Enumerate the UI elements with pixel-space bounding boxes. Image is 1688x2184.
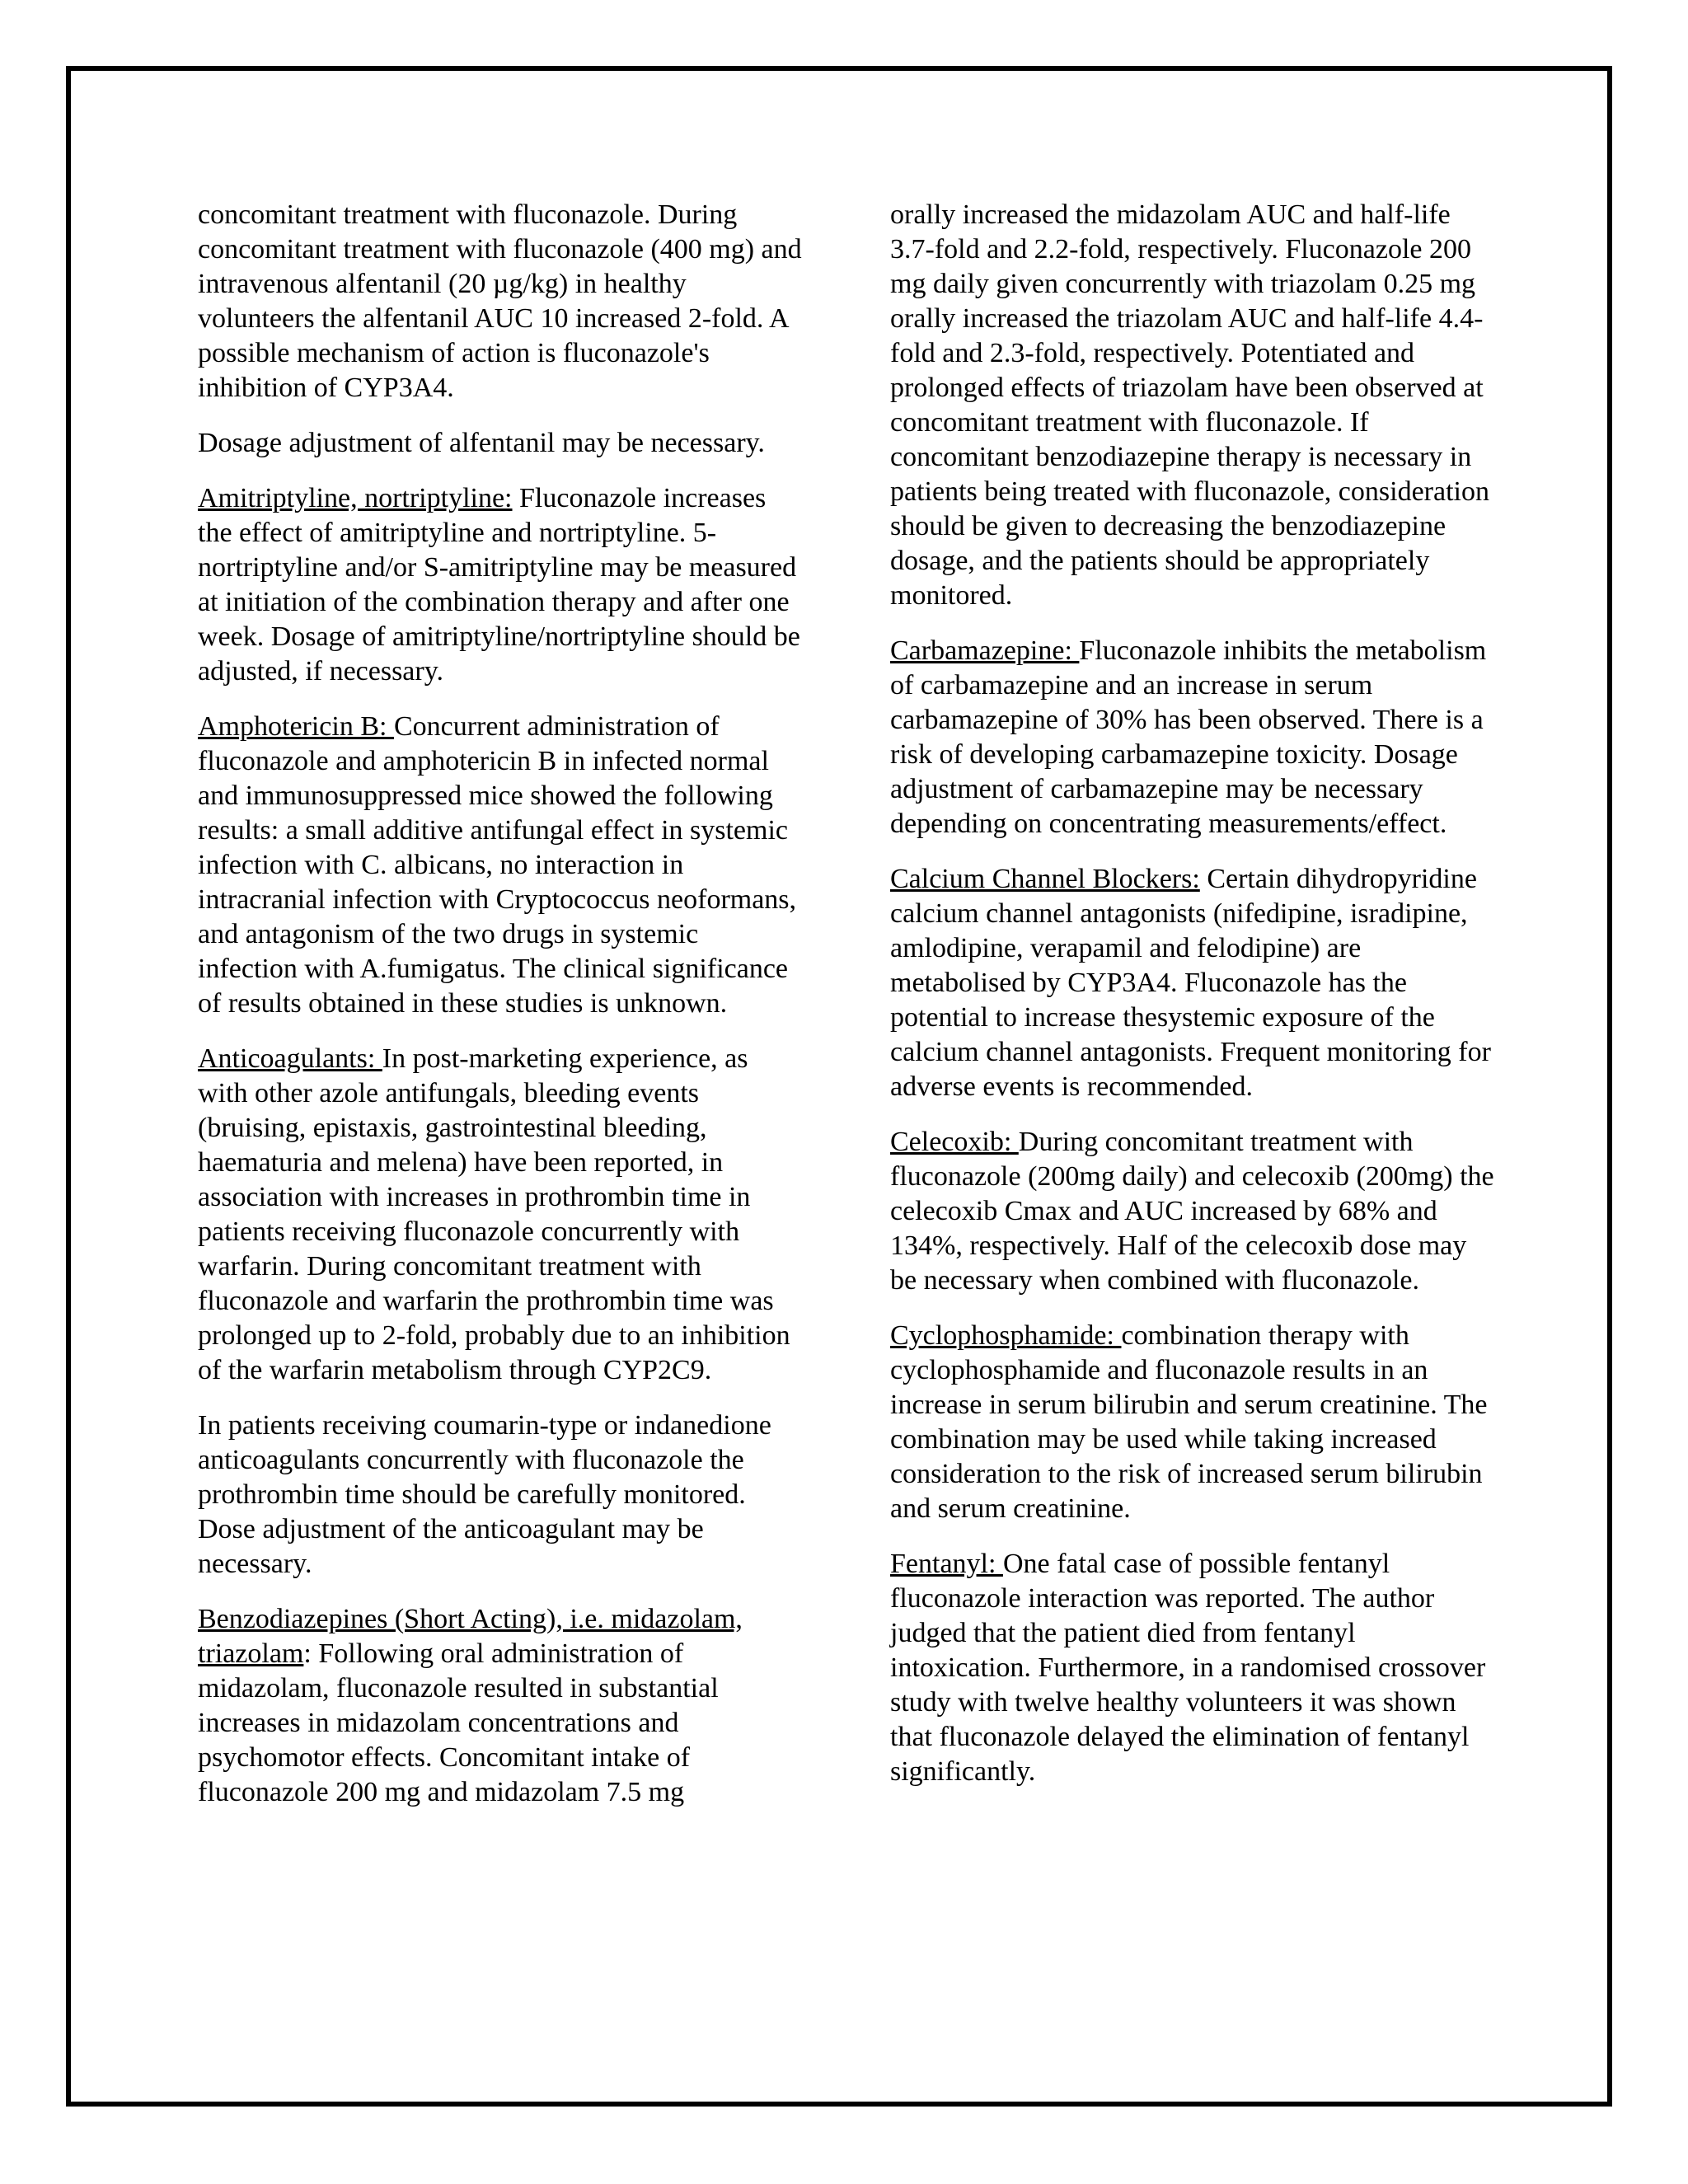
paragraph-text: orally increased the midazolam AUC and half-life 3.7-fold and 2.2-fold, respectively. Fluconazole 200 mg daily given concurrently with triazolam 0.25 mg orally increased the triazolam AUC and half-life 4.4- fold and 2.3-fold, respectively. Potentiated and prolonged effects of triazolam have been observed at concomitant treatment with fluconazole. If concomitant benzodiazepine therapy is necessary in patients being treated with fluconazole, consideration should be given to decreasing the benzodiazepine dosage, and the patients should be appropriately monitored. xyxy=(890,199,1489,611)
paragraph-alfentanil-interaction xyxy=(198,198,804,405)
section-heading: Anticoagulants: xyxy=(198,1043,382,1074)
paragraph-text: combination therapy with cyclophosphamide and fluconazole results in an increase in serum bilirubin and serum creatinine. The combination may be used while taking increased consideration to the risk of increased serum bilirubin and serum creatinine. xyxy=(890,1320,1488,1524)
right-column xyxy=(890,198,1496,1810)
paragraph-fentanyl xyxy=(890,1547,1496,1789)
paragraph-text: concomitant treatment with fluconazole. During concomitant treatment with fluconazole (400 mg) and intravenous alfentanil (20 µg/kg) in healthy volunteers the alfentanil AUC 10 increased 2-fold. A possible mechanism of action is fluconazole's inhibition of CYP3A4. xyxy=(198,199,802,403)
paragraph-text: Fluconazole increases the effect of amitriptyline and nortriptyline. 5- nortriptyline and/or S-amitriptyline may be measured at initiation of the combination therapy and after one week. Dosage of amitriptyline/nortriptyline should be adjusted, if necessary. xyxy=(198,483,800,687)
paragraph-text: : Following oral administration of midazolam, fluconazole resulted in substantial increases in midazolam concentrations and psychomotor effects. Concomitant intake of fluconazole 200 mg and midazolam 7.5 mg xyxy=(198,1638,719,1807)
section-heading: Amphotericin B: xyxy=(198,711,394,742)
paragraph-benzodiazepines xyxy=(198,1602,804,1810)
section-heading: Amitriptyline, nortriptyline: xyxy=(198,483,513,513)
paragraph-text: Concurrent administration of fluconazole and amphotericin B in infected normal and immunosuppressed mice showed the following results: a small additive antifungal effect in systemic infection with C. albicans, no interaction in intracranial infection with Cryptococcus neoformans, and antagonism of the two drugs in systemic infection with A.fumigatus. The clinical significance of results obtained in these studies is unknown. xyxy=(198,711,797,1019)
paragraph-amphotericin xyxy=(198,710,804,1021)
paragraph-text: In post-marketing experience, as with other azole antifungals, bleeding events (bruising, epistaxis, gastrointestinal bleeding, haematuria and melena) have been reported, in association with increases in prothrombin time in patients receiving fluconazole concurrently with warfarin. During concomitant treatment with fluconazole and warfarin the prothrombin time was prolonged up to 2-fold, probably due to an inhibition of the warfarin metabolism through CYP2C9. xyxy=(198,1043,790,1385)
section-heading: Benzodiazepines (Short Acting), i.e. midazolam, triazolam xyxy=(198,1604,743,1669)
section-heading: Cyclophosphamide: xyxy=(890,1320,1122,1351)
section-heading: Carbamazepine: xyxy=(890,635,1080,666)
paragraph-anticoagulants xyxy=(198,1042,804,1388)
paragraph-text: Dosage adjustment of alfentanil may be necessary. xyxy=(198,428,765,458)
paragraph-text: During concomitant treatment with fluconazole (200mg daily) and celecoxib (200mg) the celecoxib Cmax and AUC increased by 68% and 134%, respectively. Half of the celecoxib dose may be necessary when combined with fluconazole. xyxy=(890,1127,1494,1296)
left-column xyxy=(198,198,804,1830)
section-heading: Celecoxib: xyxy=(890,1127,1019,1157)
paragraph-coumarin xyxy=(198,1408,804,1582)
paragraph-calcium-channel-blockers xyxy=(890,862,1496,1104)
paragraph-text: Certain dihydropyridine calcium channel antagonists (nifedipine, isradipine, amlodipine, verapamil and felodipine) are metabolised by CYP3A4. Fluconazole has the potential to increase thesystemic exposure of the calcium channel antagonists. Frequent monitoring for adverse events is recommended. xyxy=(890,864,1491,1102)
paragraph-text: Fluconazole inhibits the metabolism of carbamazepine and an increase in serum carbamazepine of 30% has been observed. There is a risk of developing carbamazepine toxicity. Dosage adjustment of carbamazepine may be necessary depending on concentrating measurements/effect. xyxy=(890,635,1487,839)
paragraph-text: One fatal case of possible fentanyl fluconazole interaction was reported. The author judged that the patient died from fentanyl intoxication. Furthermore, in a randomised crossover study with twelve healthy volunteers it was shown that fluconazole delayed the elimination of fentanyl significantly. xyxy=(890,1549,1486,1787)
section-heading: Fentanyl: xyxy=(890,1549,1003,1579)
paragraph-carbamazepine xyxy=(890,634,1496,841)
paragraph-alfentanil-dosage xyxy=(198,426,804,461)
paragraph-midazolam-continued xyxy=(890,198,1496,613)
paragraph-celecoxib xyxy=(890,1125,1496,1298)
paragraph-text: In patients receiving coumarin-type or indanedione anticoagulants concurrently with fluconazole the prothrombin time should be carefully monitored. Dose adjustment of the anticoagulant may be necessary. xyxy=(198,1410,771,1579)
paragraph-amitriptyline xyxy=(198,481,804,689)
section-heading: Calcium Channel Blockers: xyxy=(890,864,1200,894)
paragraph-cyclophosphamide xyxy=(890,1319,1496,1526)
